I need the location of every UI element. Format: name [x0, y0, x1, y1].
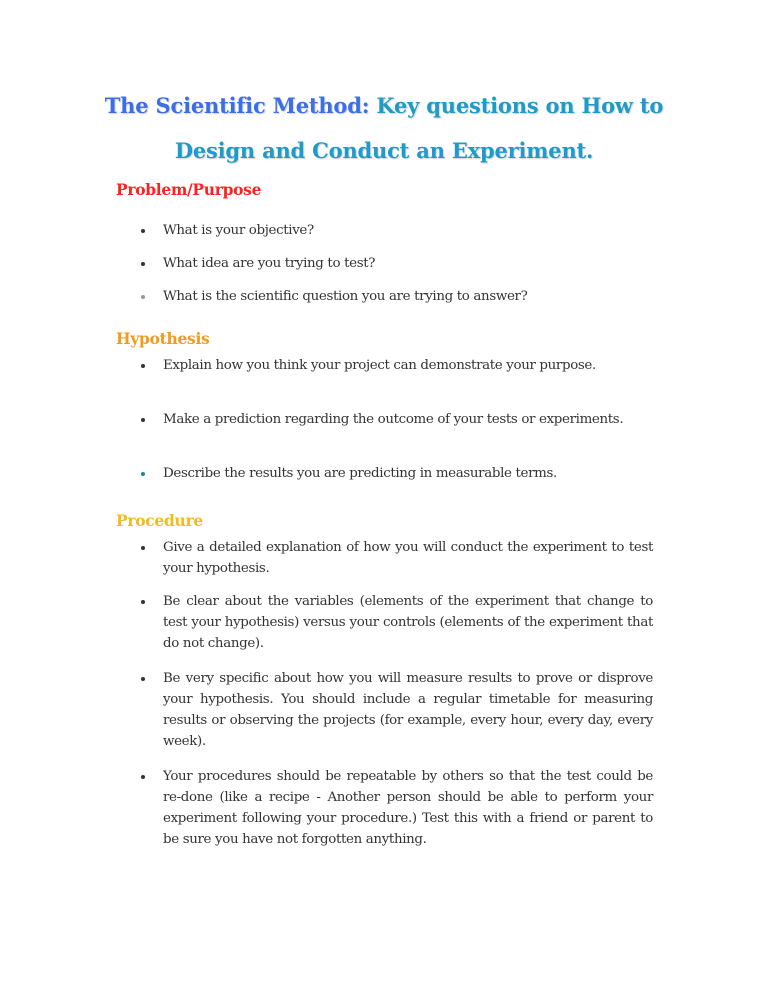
- document-title-line-1: [0, 93, 768, 118]
- bullet-icon: [141, 295, 145, 299]
- list-item-text: What is the scientific question you are trying to answer?: [163, 289, 528, 304]
- bullet-icon: [141, 600, 145, 604]
- title-part-design-conduct: Design and Conduct an Experiment.: [174, 138, 594, 163]
- list-item-text: Describe the results you are predicting in measurable terms.: [163, 466, 557, 481]
- bullet-icon: [141, 262, 145, 266]
- document-title-line-2: [0, 138, 768, 163]
- title-part-scientific-method: The Scientific Method:: [104, 93, 370, 118]
- bullet-icon: [141, 677, 145, 681]
- bullet-icon: [141, 546, 145, 550]
- list-item-text: Explain how you think your project can demonstrate your purpose.: [163, 358, 596, 373]
- section-heading-procedure: Procedure: [116, 511, 203, 530]
- bullet-icon: [141, 364, 145, 368]
- list-item-text: Give a detailed explanation of how you will conduct the experiment to test your hypothesis.: [163, 540, 653, 576]
- list-item-text: Be clear about the variables (elements of the experiment that change to test your hypothesis) versus your controls (elements of the experiment that do not change).: [163, 594, 653, 651]
- list-item-text: Your procedures should be repeatable by others so that the test could be re-done (like a recipe - Another person should be able to perform your experiment following your procedure.) Test this with a friend or parent to be sure you have not forgotten anything.: [163, 769, 653, 847]
- list-item-text: Make a prediction regarding the outcome of your tests or experiments.: [163, 412, 624, 427]
- list-item-text: Be very specific about how you will measure results to prove or disprove your hypothesis. You should include a regular timetable for measuring results or observing the projects (for example, every hour, every day, every week).: [163, 671, 653, 749]
- bullet-icon: [141, 775, 145, 779]
- title-part-key-questions: Key questions on How to: [376, 93, 664, 118]
- bullet-icon: [141, 472, 145, 476]
- section-heading-problem-purpose: Problem/Purpose: [116, 180, 262, 199]
- list-item-text: What idea are you trying to test?: [163, 256, 376, 271]
- list-item-text: What is your objective?: [163, 223, 314, 238]
- bullet-icon: [141, 418, 145, 422]
- section-heading-hypothesis: Hypothesis: [116, 329, 210, 348]
- bullet-icon: [141, 229, 145, 233]
